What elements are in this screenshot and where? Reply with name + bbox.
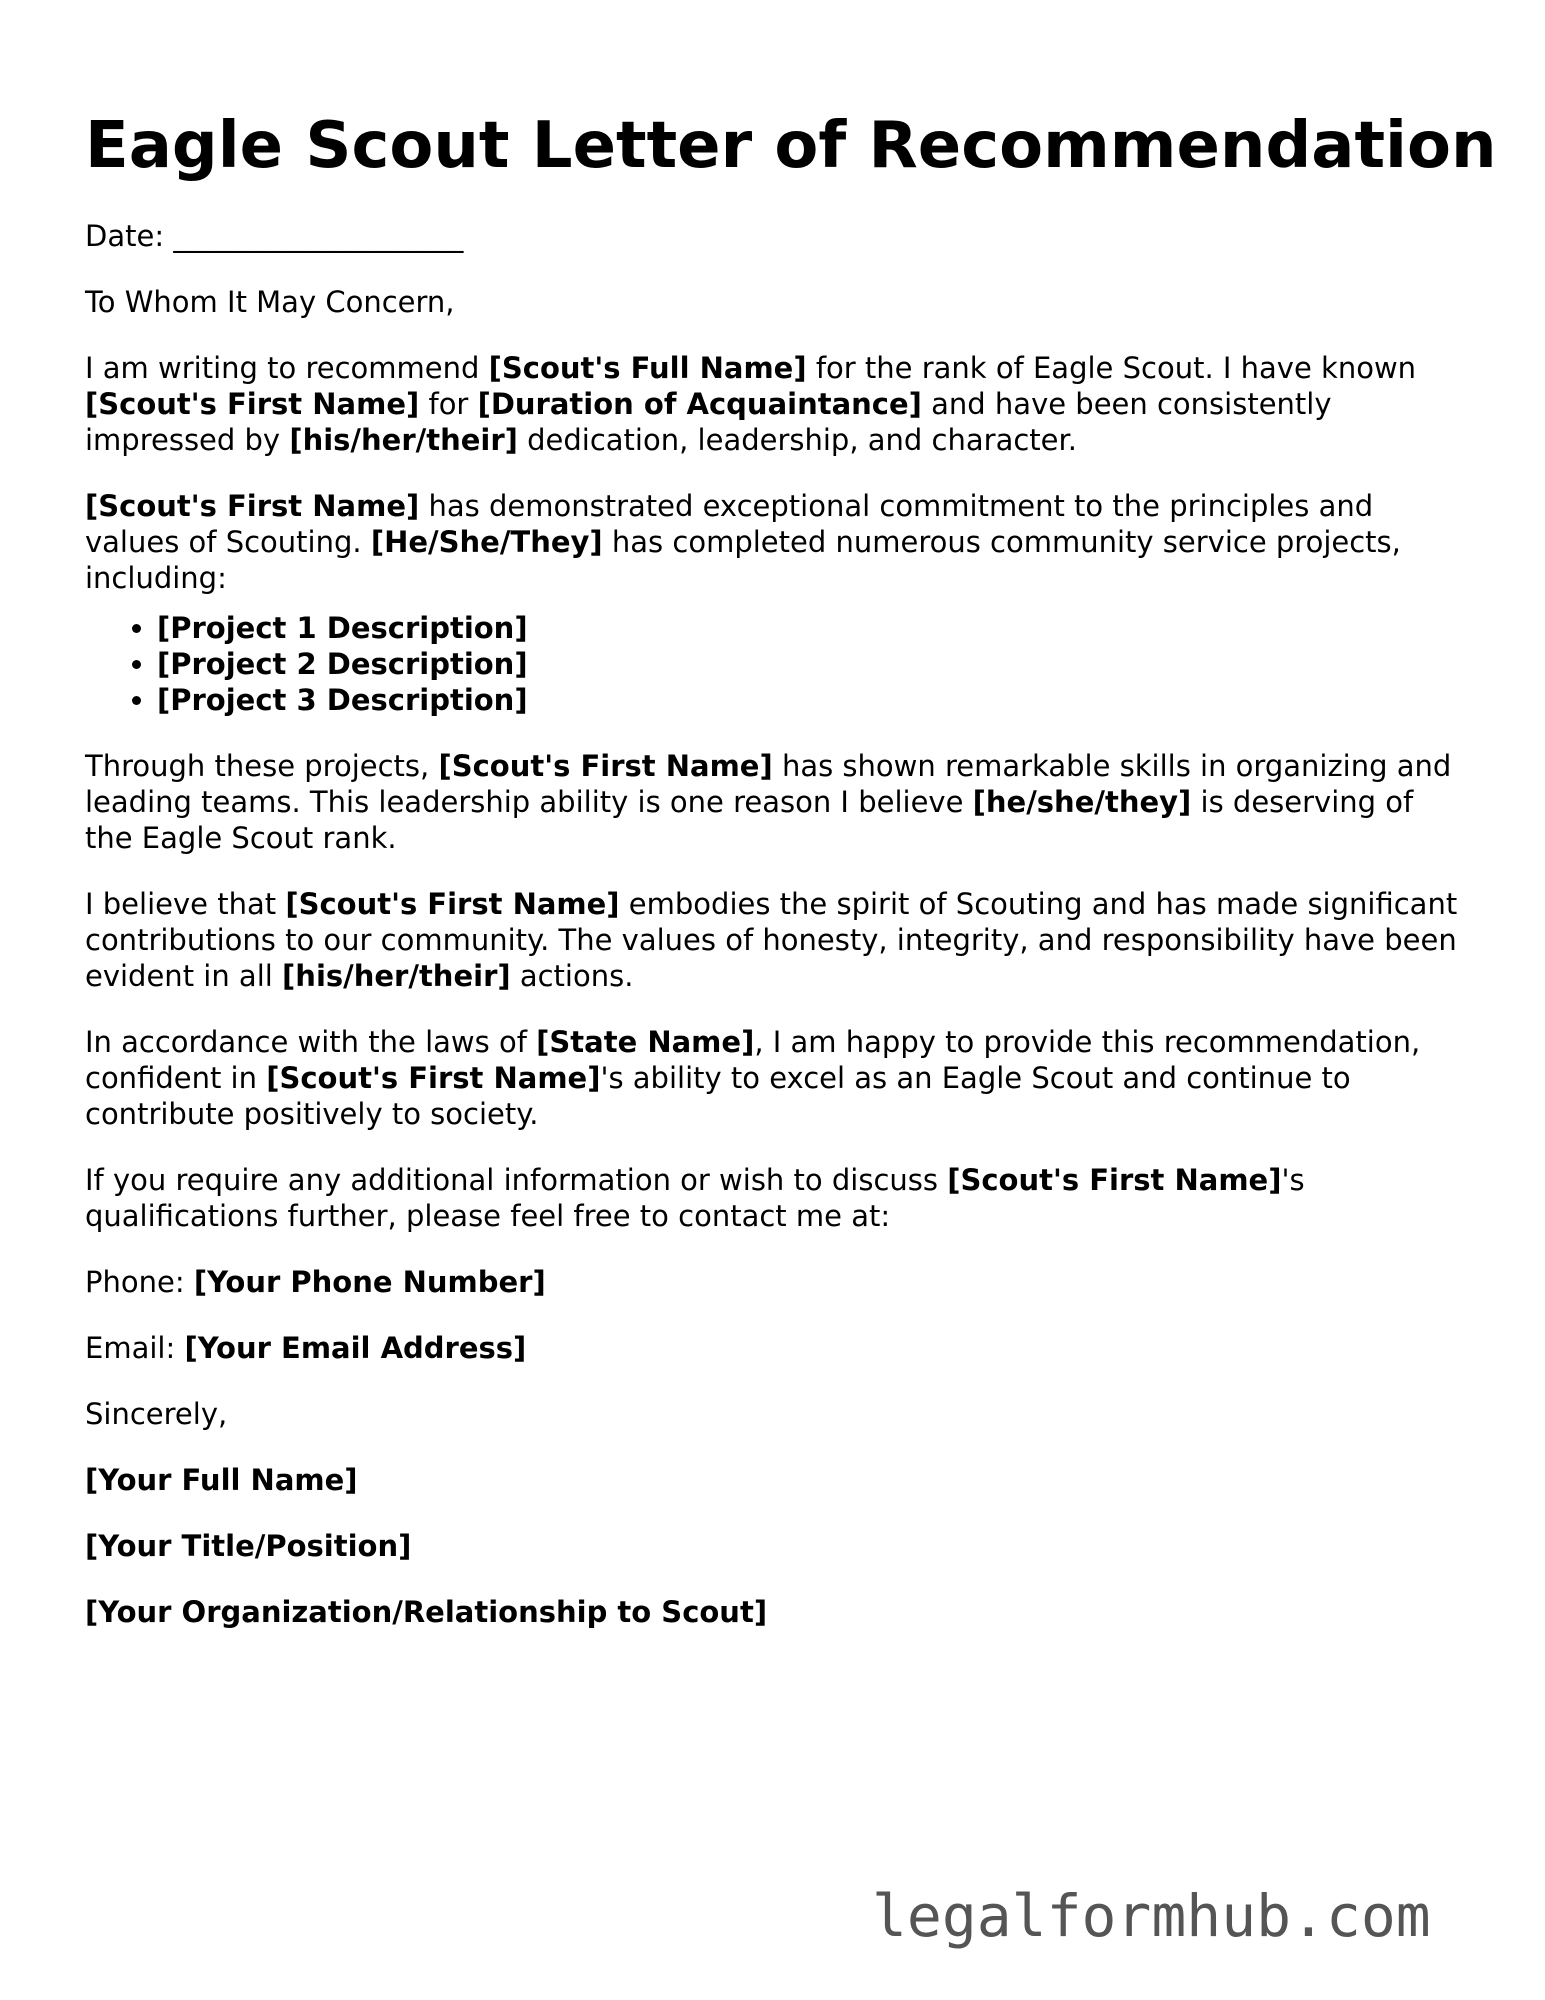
text-fragment: actions. <box>510 959 634 993</box>
placeholder-title: [Your Title/Position] <box>85 1529 412 1563</box>
text-fragment: Through these projects, <box>85 749 439 783</box>
placeholder-scout-full-name: [Scout's Full Name] <box>488 351 807 385</box>
letter-body <box>85 218 1465 1660</box>
placeholder-pronoun: [he/she/they] <box>972 785 1192 819</box>
placeholder-scout-first-name: [Scout's First Name] <box>947 1163 1282 1197</box>
text-fragment: 's qualifications further, please feel free to contact me at: <box>85 1163 1305 1233</box>
text-fragment: I believe that <box>85 887 286 921</box>
text-fragment: for <box>419 387 478 421</box>
placeholder-project-3: [Project 3 Description] <box>157 683 528 717</box>
text-fragment: has shown remarkable skills in organizing and leading teams. This leadership ability is one reason I believe <box>85 749 1452 819</box>
text-fragment: 's ability to excel as an Eagle Scout and continue to contribute positively to society. <box>85 1061 1351 1131</box>
signature-name <box>85 1462 1465 1498</box>
text-fragment: If you require any additional information or wish to discuss <box>85 1163 948 1197</box>
paragraph-spirit <box>85 886 1465 994</box>
text-fragment: In accordance with the laws of <box>85 1025 537 1059</box>
placeholder-duration: [Duration of Acquaintance] <box>477 387 922 421</box>
placeholder-scout-first-name: [Scout's First Name] <box>438 749 773 783</box>
list-item <box>157 682 1465 718</box>
text-fragment: embodies the spirit of Scouting and has made significant contributions to our community. The values of honesty, integrity, and responsibility have been evident in all <box>85 887 1458 993</box>
phone-label: Phone: <box>85 1265 194 1299</box>
paragraph-leadership <box>85 748 1465 856</box>
project-list <box>85 610 1465 718</box>
text-fragment: and have been consistently impressed by <box>85 387 1332 457</box>
placeholder-scout-first-name: [Scout's First Name] <box>85 489 420 523</box>
text-fragment: for the rank of Eagle Scout. I have known <box>806 351 1417 385</box>
text-fragment: is deserving of the Eagle Scout rank. <box>85 785 1414 855</box>
paragraph-intro <box>85 350 1465 458</box>
placeholder-scout-first-name: [Scout's First Name] <box>85 387 420 421</box>
text-fragment: , I am happy to provide this recommendation, confident in <box>85 1025 1421 1095</box>
placeholder-email: [Your Email Address] <box>184 1331 527 1365</box>
placeholder-state-name: [State Name] <box>536 1025 755 1059</box>
placeholder-pronoun: [He/She/They] <box>370 525 603 559</box>
signature-title <box>85 1528 1465 1564</box>
closing: Sincerely, <box>85 1397 228 1431</box>
email-label: Email: <box>85 1331 185 1365</box>
text-fragment: I am writing to recommend <box>85 351 489 385</box>
salutation: To Whom It May Concern, <box>85 285 455 319</box>
list-item <box>157 610 1465 646</box>
phone-line <box>85 1264 1465 1300</box>
paragraph-commitment <box>85 488 1465 596</box>
placeholder-scout-first-name: [Scout's First Name] <box>266 1061 601 1095</box>
placeholder-organization: [Your Organization/Relationship to Scout] <box>85 1595 768 1629</box>
placeholder-project-2: [Project 2 Description] <box>157 647 528 681</box>
text-fragment: has completed numerous community service projects, including: <box>85 525 1401 595</box>
placeholder-pronoun: [his/her/their] <box>282 959 511 993</box>
list-item <box>157 646 1465 682</box>
text-fragment: dedication, leadership, and character. <box>517 423 1077 457</box>
placeholder-full-name: [Your Full Name] <box>85 1463 358 1497</box>
placeholder-scout-first-name: [Scout's First Name] <box>285 887 620 921</box>
paragraph-state <box>85 1024 1465 1132</box>
page-title: Eagle Scout Letter of Recommendation <box>85 109 1497 183</box>
placeholder-project-1: [Project 1 Description] <box>157 611 528 645</box>
paragraph-contact <box>85 1162 1465 1234</box>
watermark-logo: legalformhub.com <box>872 1882 1431 1950</box>
signature-organization <box>85 1594 1465 1630</box>
date-line <box>85 218 1465 254</box>
placeholder-phone: [Your Phone Number] <box>193 1265 546 1299</box>
text-fragment: has demonstrated exceptional commitment to the principles and values of Scouting. <box>85 489 1374 559</box>
date-label: Date: <box>85 219 165 253</box>
placeholder-pronoun: [his/her/their] <box>289 423 518 457</box>
date-blank: ____________________ <box>173 219 464 253</box>
email-line <box>85 1330 1465 1366</box>
